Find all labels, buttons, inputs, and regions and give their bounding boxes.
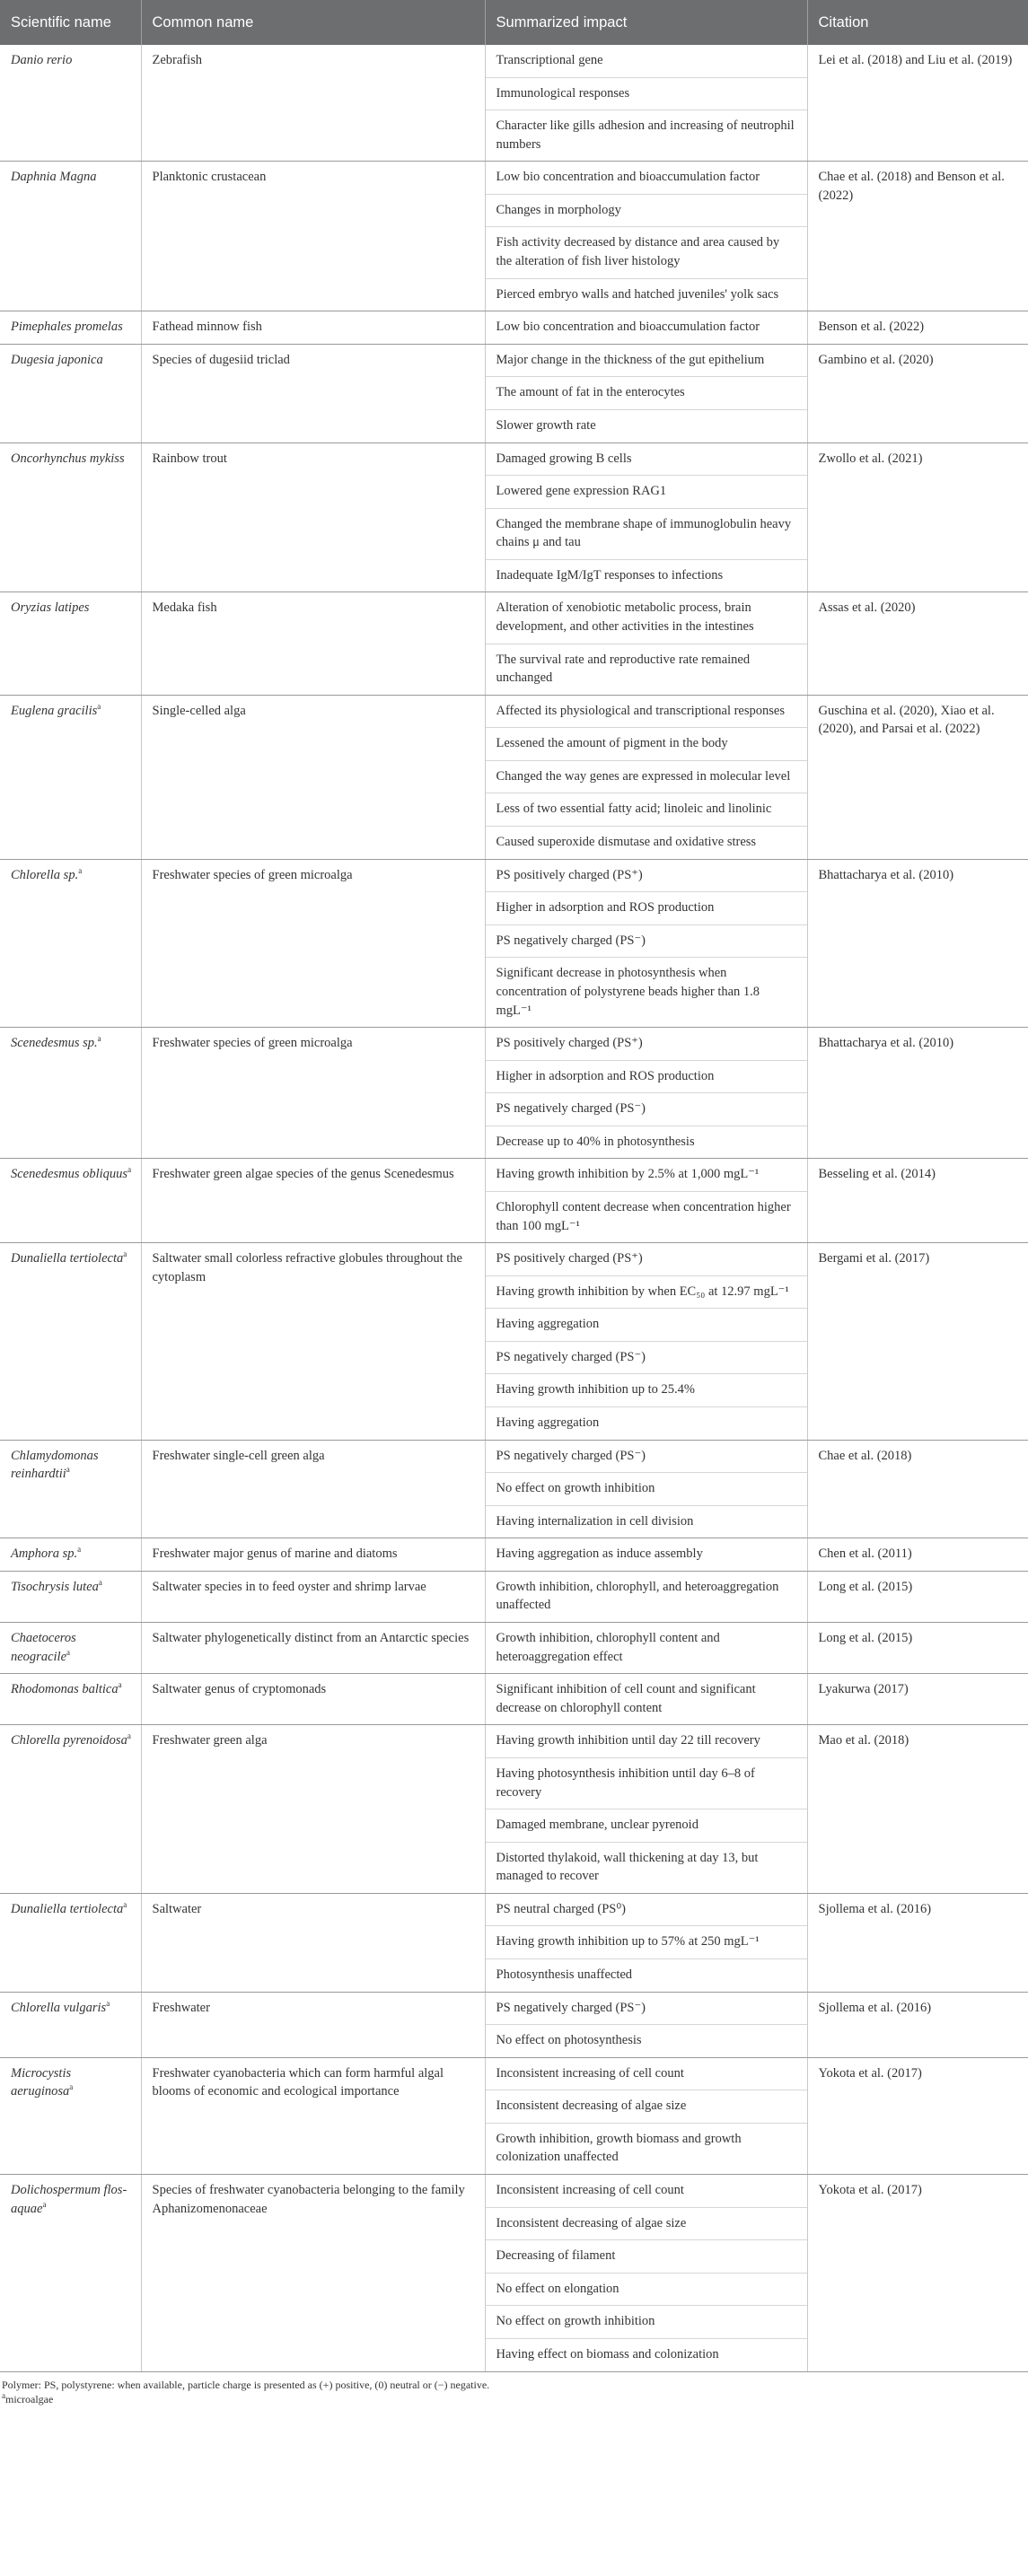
cell-citation: Assas et al. (2020) xyxy=(807,592,1028,695)
footnote-mark-text: microalgae xyxy=(5,2392,54,2405)
impact-item: Slower growth rate xyxy=(496,417,596,433)
table-row xyxy=(0,1028,1028,1159)
impact-item: No effect on growth inhibition xyxy=(486,1473,807,1506)
cell-citation: Yokota et al. (2017) xyxy=(807,2057,1028,2174)
impact-item: Higher in adsorption and ROS production xyxy=(486,892,807,925)
cell-summarized-impacts xyxy=(485,162,807,311)
table-row xyxy=(0,311,1028,345)
cell-summarized-impacts xyxy=(485,592,807,695)
footnote-polymer: Polymer: PS, polystyrene: when available, particle charge is presented as (+) positive, (0) neutral or (−) negative. xyxy=(2,2378,490,2391)
cell-scientific-name xyxy=(0,1674,141,1725)
cell-citation: Chae et al. (2018) xyxy=(807,1440,1028,1538)
cell-summarized-impacts xyxy=(485,2057,807,2174)
impact-item: Less of two essential fatty acid; linoleic and linolinic xyxy=(486,793,807,827)
table-row xyxy=(0,1440,1028,1538)
table-row xyxy=(0,1893,1028,1992)
scientific-name-text: Rhodomonas baltica xyxy=(11,1682,119,1697)
table-row xyxy=(0,442,1028,592)
cell-common-name: Species of freshwater cyanobacteria belonging to the family Aphanizomenonaceae xyxy=(141,2175,485,2371)
impact-item: Affected its physiological and transcriptional responses xyxy=(486,696,807,729)
cell-citation: Sjollema et al. (2016) xyxy=(807,1992,1028,2057)
table-row xyxy=(0,1538,1028,1572)
cell-common-name: Freshwater green alga xyxy=(141,1725,485,1893)
scientific-name-text: Pimephales promelas xyxy=(11,320,123,335)
scientific-name-text: Chaetoceros neogracile xyxy=(11,1631,76,1664)
cell-common-name: Saltwater genus of cryptomonads xyxy=(141,1674,485,1725)
cell-scientific-name xyxy=(0,1992,141,2057)
cell-citation: Besseling et al. (2014) xyxy=(807,1159,1028,1243)
cell-summarized-impacts xyxy=(485,1243,807,1440)
scientific-name-text: Daphnia Magna xyxy=(11,170,97,185)
cell-citation: Bergami et al. (2017) xyxy=(807,1243,1028,1440)
cell-citation: Bhattacharya et al. (2010) xyxy=(807,859,1028,1027)
cell-summarized-impacts xyxy=(485,311,807,345)
impact-item: No effect on growth inhibition xyxy=(486,2306,807,2339)
cell-scientific-name xyxy=(0,442,141,592)
impact-item: PS negatively charged (PS⁻) xyxy=(486,1993,807,2026)
cell-scientific-name xyxy=(0,859,141,1027)
microalgae-mark: a xyxy=(42,2199,47,2209)
impact-item: Changed the membrane shape of immunoglobulin heavy chains μ and tau xyxy=(486,509,807,560)
cell-scientific-name xyxy=(0,162,141,311)
footnote-mark: a xyxy=(2,2390,5,2400)
cell-scientific-name xyxy=(0,1571,141,1622)
scientific-name-text: Chlorella vulgaris xyxy=(11,2000,107,2015)
impact-item: Growth inhibition, growth biomass and growth colonization unaffected xyxy=(496,2131,742,2165)
cell-summarized-impacts xyxy=(485,859,807,1027)
impact-item: Distorted thylakoid, wall thickening at day 13, but managed to recover xyxy=(496,1850,759,1884)
impact-item: Inconsistent decreasing of algae size xyxy=(486,2090,807,2124)
impact-item: Growth inhibition, chlorophyll content and heteroaggregation effect xyxy=(496,1631,720,1664)
cell-common-name: Medaka fish xyxy=(141,592,485,695)
cell-citation: Long et al. (2015) xyxy=(807,1571,1028,1622)
impact-item: Having growth inhibition up to 25.4% xyxy=(486,1374,807,1407)
cell-summarized-impacts xyxy=(485,1893,807,1992)
cell-citation: Benson et al. (2022) xyxy=(807,311,1028,345)
impact-item: PS positively charged (PS⁺) xyxy=(486,1243,807,1276)
cell-scientific-name xyxy=(0,1893,141,1992)
impact-item: Having aggregation as induce assembly xyxy=(496,1546,703,1562)
cell-scientific-name xyxy=(0,1538,141,1572)
microalgae-mark: a xyxy=(127,1165,132,1175)
scientific-name-text: Dugesia japonica xyxy=(11,352,103,367)
scientific-name-text: Chlamydomonas reinhardtii xyxy=(11,1448,99,1482)
table-row xyxy=(0,344,1028,442)
microalgae-mark: a xyxy=(123,1900,127,1910)
table-row xyxy=(0,592,1028,695)
cell-common-name: Single-celled alga xyxy=(141,695,485,859)
table-row xyxy=(0,2057,1028,2174)
impact-item: PS negatively charged (PS⁻) xyxy=(486,1093,807,1126)
impact-item: PS neutral charged (PS⁰) xyxy=(486,1894,807,1927)
cell-summarized-impacts xyxy=(485,1725,807,1893)
cell-scientific-name xyxy=(0,2057,141,2174)
table-row xyxy=(0,1674,1028,1725)
footnote-microalgae xyxy=(2,2392,1028,2406)
cell-summarized-impacts xyxy=(485,1674,807,1725)
scientific-name-text: Dunaliella tertiolecta xyxy=(11,1901,124,1916)
impact-item: Having aggregation xyxy=(496,1415,600,1431)
cell-common-name: Species of dugesiid triclad xyxy=(141,344,485,442)
cell-common-name: Rainbow trout xyxy=(141,442,485,592)
cell-common-name: Freshwater green algae species of the genus Scenedesmus xyxy=(141,1159,485,1243)
table-row xyxy=(0,1992,1028,2057)
cell-summarized-impacts xyxy=(485,344,807,442)
impact-item: Caused superoxide dismutase and oxidative stress xyxy=(496,835,757,850)
scientific-name-text: Scenedesmus obliquus xyxy=(11,1167,128,1182)
impact-item: Pierced embryo walls and hatched juveniles' yolk sacs xyxy=(496,286,779,302)
cell-summarized-impacts xyxy=(485,1159,807,1243)
cell-scientific-name xyxy=(0,344,141,442)
cell-scientific-name xyxy=(0,311,141,345)
cell-scientific-name xyxy=(0,45,141,162)
impact-item: Decreasing of filament xyxy=(486,2240,807,2274)
impact-item: Changes in morphology xyxy=(486,195,807,228)
header-scientific-name: Scientific name xyxy=(0,0,141,45)
impact-item: No effect on elongation xyxy=(486,2274,807,2307)
cell-common-name: Planktonic crustacean xyxy=(141,162,485,311)
microalgae-mark: a xyxy=(106,1998,110,2008)
cell-citation: Lyakurwa (2017) xyxy=(807,1674,1028,1725)
impact-item: Changed the way genes are expressed in molecular level xyxy=(486,761,807,794)
impact-item: Fish activity decreased by distance and area caused by the alteration of fish liver histology xyxy=(486,227,807,278)
scientific-name-text: Danio rerio xyxy=(11,53,73,67)
microalgae-mark: a xyxy=(97,701,101,711)
scientific-name-text: Tisochrysis lutea xyxy=(11,1579,99,1594)
impact-item: The survival rate and reproductive rate remained unchanged xyxy=(496,652,751,686)
cell-citation: Guschina et al. (2020), Xiao et al. (2020), and Parsai et al. (2022) xyxy=(807,695,1028,859)
cell-common-name: Freshwater cyanobacteria which can form harmful algal blooms of economic and ecological importance xyxy=(141,2057,485,2174)
cell-summarized-impacts xyxy=(485,1992,807,2057)
table-row xyxy=(0,1725,1028,1893)
cell-citation: Gambino et al. (2020) xyxy=(807,344,1028,442)
scientific-name-text: Dolichospermum flos-aquae xyxy=(11,2183,127,2216)
table-row xyxy=(0,162,1028,311)
impact-item: Significant inhibition of cell count and significant decrease on chlorophyll content xyxy=(496,1682,756,1715)
cell-common-name: Saltwater xyxy=(141,1893,485,1992)
impact-item: Growth inhibition, chlorophyll, and heteroaggregation unaffected xyxy=(496,1579,779,1613)
microalgae-mark: a xyxy=(97,1034,101,1044)
microalgae-mark: a xyxy=(118,1680,122,1690)
scientific-name-text: Chlorella pyrenoidosa xyxy=(11,1733,127,1748)
cell-citation: Lei et al. (2018) and Liu et al. (2019) xyxy=(807,45,1028,162)
impact-item: Having growth inhibition by 2.5% at 1,000 mgL⁻¹ xyxy=(486,1159,807,1192)
scientific-name-text: Euglena gracilis xyxy=(11,703,98,718)
impact-item: Damaged growing B cells xyxy=(486,443,807,477)
header-summarized-impact: Summarized impact xyxy=(485,0,807,45)
table-row xyxy=(0,859,1028,1027)
impact-item: Chlorophyll content decrease when concentration higher than 100 mgL⁻¹ xyxy=(496,1199,791,1233)
table-row xyxy=(0,2175,1028,2371)
cell-summarized-impacts xyxy=(485,45,807,162)
microalgae-mark: a xyxy=(77,1545,82,1555)
impact-item: Inconsistent decreasing of algae size xyxy=(486,2208,807,2241)
table-footnotes xyxy=(0,2372,1028,2406)
cell-citation: Chen et al. (2011) xyxy=(807,1538,1028,1572)
scientific-name-text: Scenedesmus sp. xyxy=(11,1036,98,1051)
table-row xyxy=(0,1243,1028,1440)
impact-item: Having aggregation xyxy=(486,1309,807,1342)
impact-item: Higher in adsorption and ROS production xyxy=(486,1061,807,1094)
cell-scientific-name xyxy=(0,2175,141,2371)
impact-item: Having internalization in cell division xyxy=(496,1513,694,1529)
scientific-name-text: Chlorella sp. xyxy=(11,867,79,882)
cell-citation: Long et al. (2015) xyxy=(807,1623,1028,1674)
cell-common-name: Saltwater species in to feed oyster and shrimp larvae xyxy=(141,1571,485,1622)
table-row xyxy=(0,45,1028,162)
impact-item: PS negatively charged (PS⁻) xyxy=(486,1342,807,1375)
impact-item: The amount of fat in the enterocytes xyxy=(486,377,807,410)
impact-item: PS positively charged (PS⁺) xyxy=(486,860,807,893)
impact-item: Inconsistent increasing of cell count xyxy=(486,2175,807,2208)
impact-item: Having photosynthesis inhibition until day 6–8 of recovery xyxy=(486,1758,807,1809)
microalgae-mark: a xyxy=(98,1578,102,1588)
table-row xyxy=(0,1623,1028,1674)
cell-citation: Sjollema et al. (2016) xyxy=(807,1893,1028,1992)
impact-item: Immunological responses xyxy=(486,78,807,111)
table-row xyxy=(0,1159,1028,1243)
cell-citation: Bhattacharya et al. (2010) xyxy=(807,1028,1028,1159)
impact-item: Significant decrease in photosynthesis when concentration of polystyrene beads higher than 1.8 mgL⁻¹ xyxy=(496,966,760,1018)
cell-summarized-impacts xyxy=(485,442,807,592)
cell-common-name: Fathead minnow fish xyxy=(141,311,485,345)
impact-item: Low bio concentration and bioaccumulation factor xyxy=(496,320,760,335)
impact-item: Having growth inhibition by when EC₅₀ at 12.97 mgL⁻¹ xyxy=(486,1276,807,1310)
impact-item: Photosynthesis unaffected xyxy=(496,1967,633,1982)
impact-item: Low bio concentration and bioaccumulation factor xyxy=(486,162,807,195)
cell-common-name: Freshwater xyxy=(141,1992,485,2057)
cell-common-name: Freshwater single-cell green alga xyxy=(141,1440,485,1538)
cell-common-name: Freshwater species of green microalga xyxy=(141,859,485,1027)
cell-summarized-impacts xyxy=(485,1028,807,1159)
scientific-name-text: Amphora sp. xyxy=(11,1546,78,1562)
cell-scientific-name xyxy=(0,1623,141,1674)
cell-scientific-name xyxy=(0,1243,141,1440)
impact-item: Inadequate IgM/IgT responses to infections xyxy=(496,567,724,583)
impact-item: Lowered gene expression RAG1 xyxy=(486,476,807,509)
cell-scientific-name xyxy=(0,695,141,859)
cell-scientific-name xyxy=(0,1725,141,1893)
microalgae-mark: a xyxy=(127,1731,131,1741)
impact-item: Having growth inhibition up to 57% at 250 mgL⁻¹ xyxy=(486,1926,807,1959)
impact-item: Inconsistent increasing of cell count xyxy=(486,2058,807,2091)
cell-common-name: Saltwater small colorless refractive globules throughout the cytoplasm xyxy=(141,1243,485,1440)
cell-common-name: Freshwater major genus of marine and diatoms xyxy=(141,1538,485,1572)
table-body xyxy=(0,45,1028,2371)
impact-item: No effect on photosynthesis xyxy=(496,2033,642,2048)
impact-item: Character like gills adhesion and increasing of neutrophil numbers xyxy=(496,118,795,152)
microalgae-mark: a xyxy=(66,1647,71,1657)
microalgae-mark: a xyxy=(123,1249,127,1259)
scientific-name-text: Oncorhynchus mykiss xyxy=(11,451,125,466)
impact-item: PS negatively charged (PS⁻) xyxy=(486,925,807,959)
impact-item: PS positively charged (PS⁺) xyxy=(486,1028,807,1061)
impact-item: Having effect on biomass and colonization xyxy=(496,2346,719,2361)
cell-scientific-name xyxy=(0,1028,141,1159)
cell-citation: Chae et al. (2018) and Benson et al. (2022) xyxy=(807,162,1028,311)
table-row xyxy=(0,1571,1028,1622)
cell-summarized-impacts xyxy=(485,1571,807,1622)
impact-item: Decrease up to 40% in photosynthesis xyxy=(496,1134,695,1149)
scientific-name-text: Microcystis aeruginosa xyxy=(11,2065,72,2099)
impact-item: Damaged membrane, unclear pyrenoid xyxy=(486,1809,807,1843)
cell-scientific-name xyxy=(0,1440,141,1538)
header-common-name: Common name xyxy=(141,0,485,45)
cell-summarized-impacts xyxy=(485,2175,807,2371)
cell-summarized-impacts xyxy=(485,1623,807,1674)
cell-common-name: Freshwater species of green microalga xyxy=(141,1028,485,1159)
scientific-name-text: Oryzias latipes xyxy=(11,600,90,616)
cell-scientific-name xyxy=(0,1159,141,1243)
cell-citation: Mao et al. (2018) xyxy=(807,1725,1028,1893)
microalgae-mark: a xyxy=(66,1465,70,1475)
cell-common-name: Saltwater phylogenetically distinct from an Antarctic species xyxy=(141,1623,485,1674)
cell-citation: Yokota et al. (2017) xyxy=(807,2175,1028,2371)
cell-common-name: Zebrafish xyxy=(141,45,485,162)
table-header-row xyxy=(0,0,1028,45)
impact-item: Major change in the thickness of the gut epithelium xyxy=(486,345,807,378)
header-citation: Citation xyxy=(807,0,1028,45)
cell-citation: Zwollo et al. (2021) xyxy=(807,442,1028,592)
table-row xyxy=(0,695,1028,859)
cell-summarized-impacts xyxy=(485,695,807,859)
microalgae-mark: a xyxy=(69,2082,74,2092)
impact-item: Having growth inhibition until day 22 till recovery xyxy=(486,1725,807,1758)
impact-item: Lessened the amount of pigment in the body xyxy=(486,728,807,761)
scientific-name-text: Dunaliella tertiolecta xyxy=(11,1251,124,1266)
impact-item: PS negatively charged (PS⁻) xyxy=(486,1441,807,1474)
cell-scientific-name xyxy=(0,592,141,695)
cell-summarized-impacts xyxy=(485,1440,807,1538)
cell-summarized-impacts xyxy=(485,1538,807,1572)
impact-item: Alteration of xenobiotic metabolic process, brain development, and other activities in the intestines xyxy=(486,592,807,644)
microalgae-mark: a xyxy=(78,865,83,875)
impact-item: Transcriptional gene xyxy=(486,45,807,78)
